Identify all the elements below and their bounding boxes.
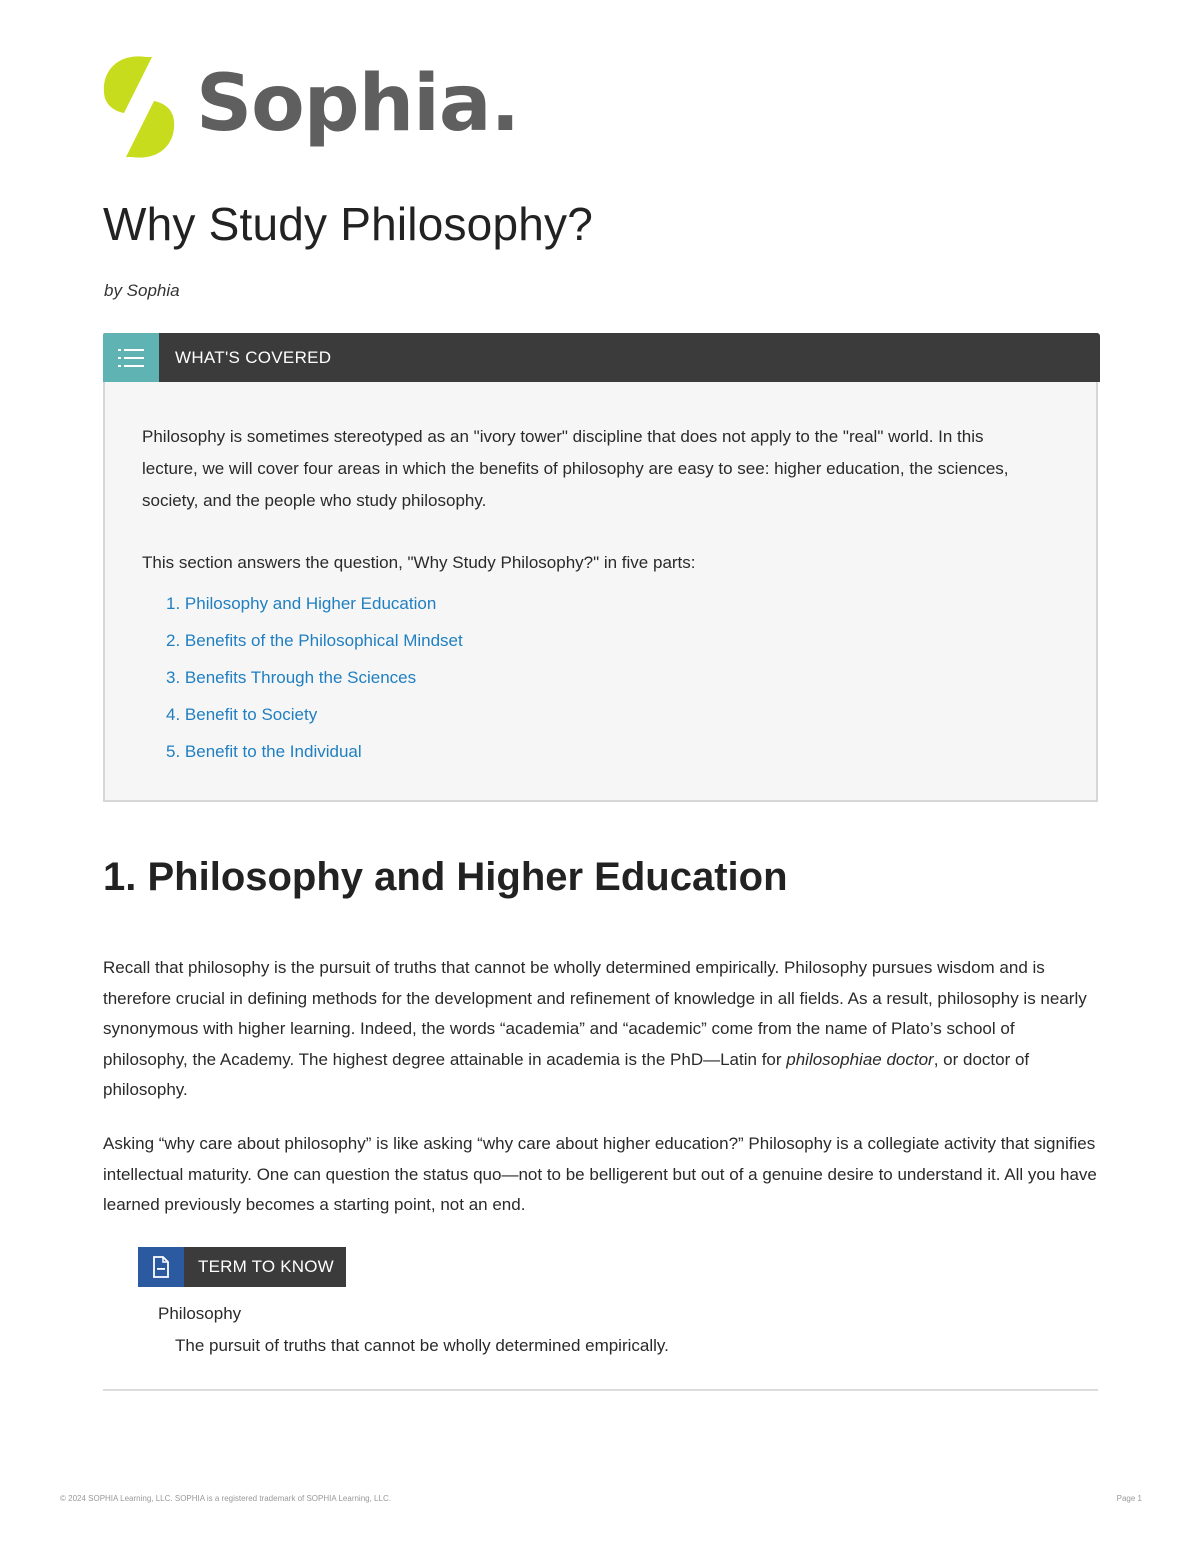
whats-covered-body (142, 421, 1042, 770)
term-to-know-title: TERM TO KNOW (198, 1257, 334, 1276)
covered-lead: This section answers the question, "Why Study Philosophy?" in five parts: (142, 553, 696, 572)
footer-copyright: © 2024 SOPHIA Learning, LLC. SOPHIA is a registered trademark of SOPHIA Learning, LLC. (60, 1494, 391, 1503)
page-title: Why Study Philosophy? (103, 198, 594, 250)
para1-italic-term: philosophiae doctor (786, 1049, 934, 1069)
whats-covered-header (103, 333, 1100, 382)
para1-text-after: , or doctor of philosophy. (103, 1049, 1030, 1099)
toc-link-4[interactable]: 4. Benefit to Society (166, 705, 318, 724)
section-1-paragraph-2: Asking “why care about philosophy” is like asking “why care about higher education?” Philosophy is a collegiate activity that signifies intellectual maturity. One can question the status quo—not to be belligerent but out of a genuine desire to understand it. All you have learned previously becomes a starting point, not an end. (103, 1134, 1097, 1214)
whats-covered-icon-cell (103, 333, 159, 382)
para1-text-before: Recall that philosophy is the pursuit of truths that cannot be wholly determined empirically. Philosophy pursues wisdom and is therefore crucial in defining methods for the development and refinement of knowledge in all fields. As a result, philosophy is nearly synonymous with higher learning. Indeed, the words “academia” and “academic” come from the name of Plato’s school of philosophy, the Academy. The highest degree attainable in academia is the PhD—Latin for (103, 958, 1087, 1069)
section-heading-1: 1. Philosophy and Higher Education (103, 855, 788, 899)
toc-link-5[interactable]: 5. Benefit to the Individual (166, 742, 362, 761)
toc-link-1[interactable]: 1. Philosophy and Higher Education (166, 594, 437, 613)
covered-intro: Philosophy is sometimes stereotyped as an "ivory tower" discipline that does not apply to the "real" world. In this lecture, we will cover four areas in which the benefits of philosophy are easy to see: higher education, the sciences, society, and the people who study philosophy. (142, 427, 1009, 510)
sophia-logo-mark-icon (100, 53, 178, 161)
term-word: Philosophy (158, 1304, 242, 1323)
term-definition: The pursuit of truths that cannot be wholly determined empirically. (175, 1336, 669, 1355)
footer-page-number: Page 1 (1116, 1494, 1142, 1503)
document-icon (152, 1256, 170, 1278)
toc-link-3[interactable]: 3. Benefits Through the Sciences (166, 668, 417, 687)
term-to-know-badge (138, 1247, 346, 1287)
byline: by Sophia (104, 281, 180, 300)
term-icon-cell (138, 1247, 184, 1287)
toc-list (166, 585, 1042, 770)
sophia-wordmark: Sophia. (196, 59, 520, 149)
section-1-paragraph-1 (103, 953, 1103, 1106)
list-icon (118, 347, 144, 369)
toc-link-2[interactable]: 2. Benefits of the Philosophical Mindset (166, 631, 463, 650)
section-divider (103, 1389, 1098, 1391)
whats-covered-box (103, 333, 1098, 802)
sophia-logo (100, 52, 519, 162)
whats-covered-title: WHAT'S COVERED (175, 347, 332, 367)
